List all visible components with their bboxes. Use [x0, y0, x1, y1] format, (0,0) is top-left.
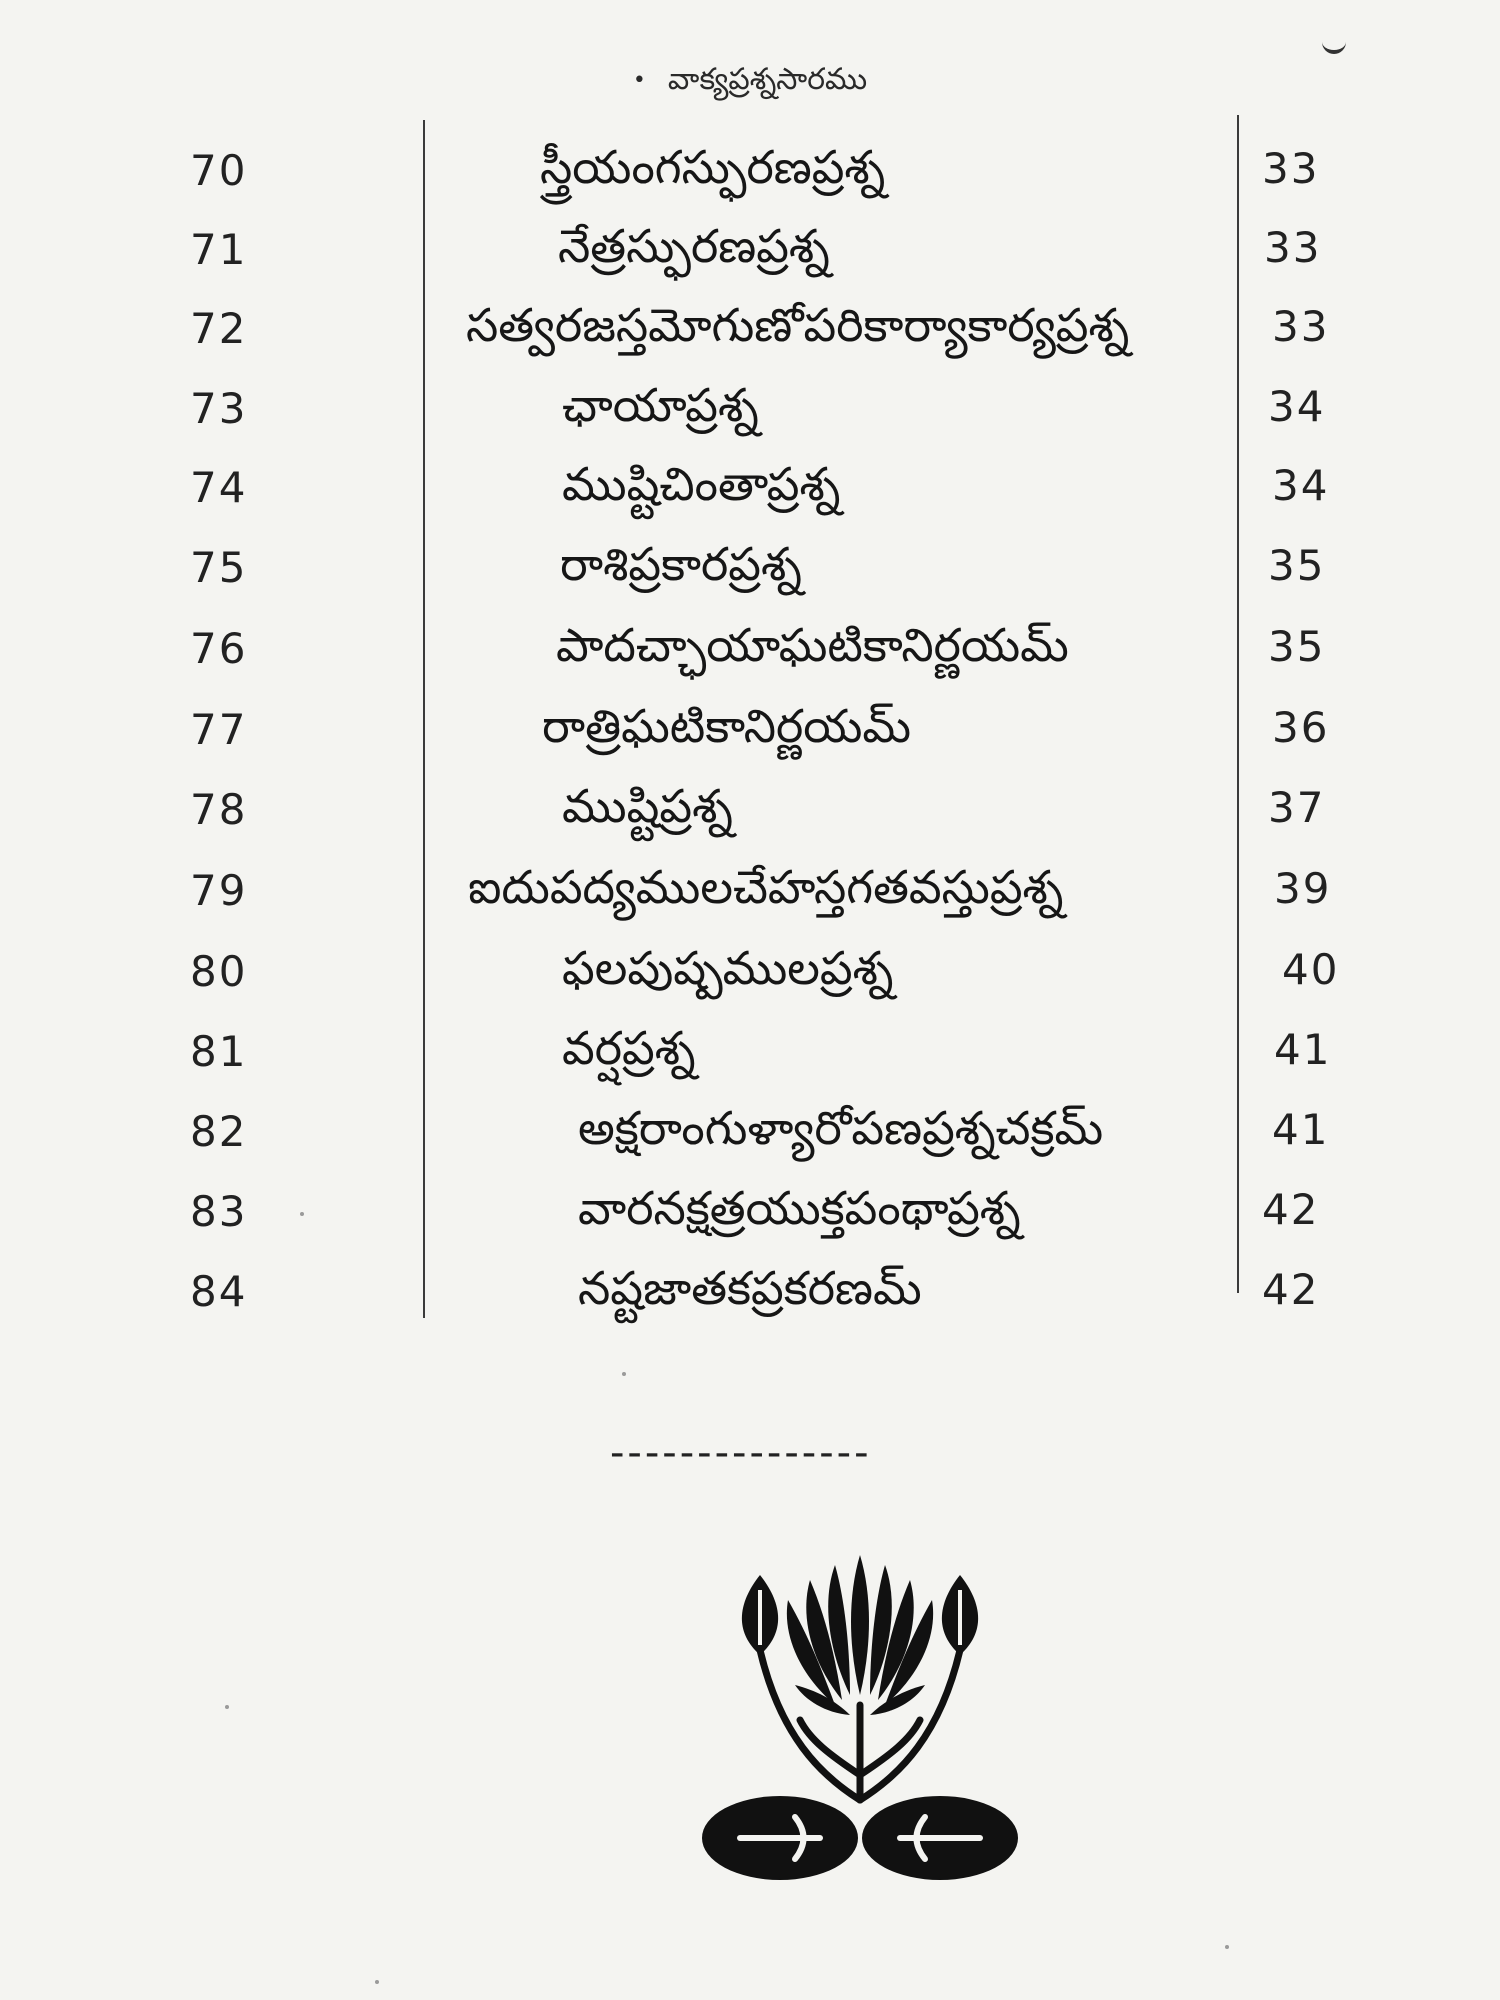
toc-entry-title: నేత్రస్ఫురణప్రశ్న: [558, 219, 830, 273]
toc-entry-number: 70: [190, 146, 248, 195]
toc-entry-number: 79: [190, 866, 248, 915]
toc-entry-page: 33: [1262, 144, 1320, 193]
toc-entry-number: 82: [190, 1107, 248, 1156]
running-title: వాక్యప్రశ్నసారము: [667, 62, 868, 97]
toc-entry-number: 80: [190, 947, 248, 996]
paper-speck: [300, 1212, 304, 1216]
toc-entry-page: 42: [1262, 1185, 1320, 1234]
toc-row: [0, 1177, 1500, 1257]
toc-row: [0, 856, 1500, 936]
toc-entry-number: 76: [190, 624, 248, 673]
toc-entry-number: 84: [190, 1267, 248, 1316]
toc-row: [0, 695, 1500, 775]
toc-entry-title: వర్షప్రశ్న: [562, 1021, 696, 1075]
toc-row: [0, 1097, 1500, 1177]
toc-entry-page: 39: [1274, 864, 1332, 913]
toc-entry-title: ముష్టిప్రశ్న: [562, 779, 733, 833]
toc-entry-title: ఛాయాప్రశ్న: [562, 378, 759, 432]
toc-entry-title: పాదచ్ఛాయాఘటికానిర్ణయమ్: [556, 618, 1069, 672]
lotus-ornament-icon: [700, 1555, 1020, 1885]
toc-row: [0, 533, 1500, 613]
paper-speck: [622, 1372, 626, 1376]
toc-entry-title: ఫలపుష్పములప్రశ్న: [562, 941, 894, 995]
toc-entry-number: 74: [190, 463, 248, 512]
toc-entry-page: 41: [1272, 1105, 1330, 1154]
toc-row: [0, 294, 1500, 374]
toc-entry-page: 34: [1272, 461, 1330, 510]
toc-entry-page: 37: [1268, 783, 1326, 832]
toc-row: [0, 215, 1500, 295]
toc-entry-title: రాత్రిఘటికానిర్ణయమ్: [542, 699, 912, 753]
toc-entry-number: 77: [190, 705, 248, 754]
paper-speck: [375, 1980, 379, 1984]
header-dot-icon: •: [632, 68, 646, 93]
toc-entry-number: 73: [190, 384, 248, 433]
toc-entry-title: ఐదుపద్యములచేహస్తగతవస్తుప్రశ్న: [468, 860, 1064, 914]
toc-entry-title: ముష్టిచింతాప్రశ్న: [562, 457, 841, 511]
toc-row: [0, 614, 1500, 694]
toc-entry-title: సత్వరజస్తమోగుణోపరికార్యాకార్యప్రశ్న: [466, 298, 1130, 352]
paper-speck: [225, 1705, 229, 1709]
toc-entry-page: 33: [1272, 302, 1330, 351]
toc-entry-page: 36: [1272, 703, 1330, 752]
toc-entry-page: 33: [1264, 223, 1322, 272]
toc-entry-number: 72: [190, 304, 248, 353]
toc-entry-number: 78: [190, 785, 248, 834]
toc-entry-title: అక్షరాంగుళ్యారోపణప్రశ్నచక్రమ్: [578, 1101, 1104, 1155]
toc-entry-title: రాశిప్రకారప్రశ్న: [560, 537, 802, 591]
toc-entry-page: 41: [1274, 1025, 1332, 1074]
toc-row: [0, 453, 1500, 533]
toc-entry-page: 35: [1268, 541, 1326, 590]
running-header: [0, 62, 1500, 104]
toc-entry-page: 42: [1262, 1265, 1320, 1314]
toc-entry-title: నష్టజాతకప్రకరణమ్: [578, 1261, 922, 1315]
toc-row: [0, 136, 1500, 216]
toc-entry-page: 40: [1282, 945, 1340, 994]
toc-entry-title: వారనక్షత్రయుక్తపంథాప్రశ్న: [578, 1181, 1021, 1235]
toc-entry-page: 34: [1268, 382, 1326, 431]
toc-entry-number: 83: [190, 1187, 248, 1236]
toc-row: [0, 937, 1500, 1017]
toc-entry-title: స్త్రీయంగస్ఫురణప్రశ్న: [540, 140, 886, 194]
toc-entry-page: 35: [1268, 622, 1326, 671]
toc-row: [0, 374, 1500, 454]
toc-entry-number: 81: [190, 1027, 248, 1076]
section-separator: ---------------: [610, 1430, 872, 1476]
toc-entry-number: 71: [190, 225, 248, 274]
toc-row: [0, 1257, 1500, 1337]
toc-row: [0, 775, 1500, 855]
toc-entry-number: 75: [190, 543, 248, 592]
toc-row: [0, 1017, 1500, 1097]
corner-mark-icon: [1322, 40, 1346, 54]
paper-speck: [1225, 1945, 1229, 1949]
